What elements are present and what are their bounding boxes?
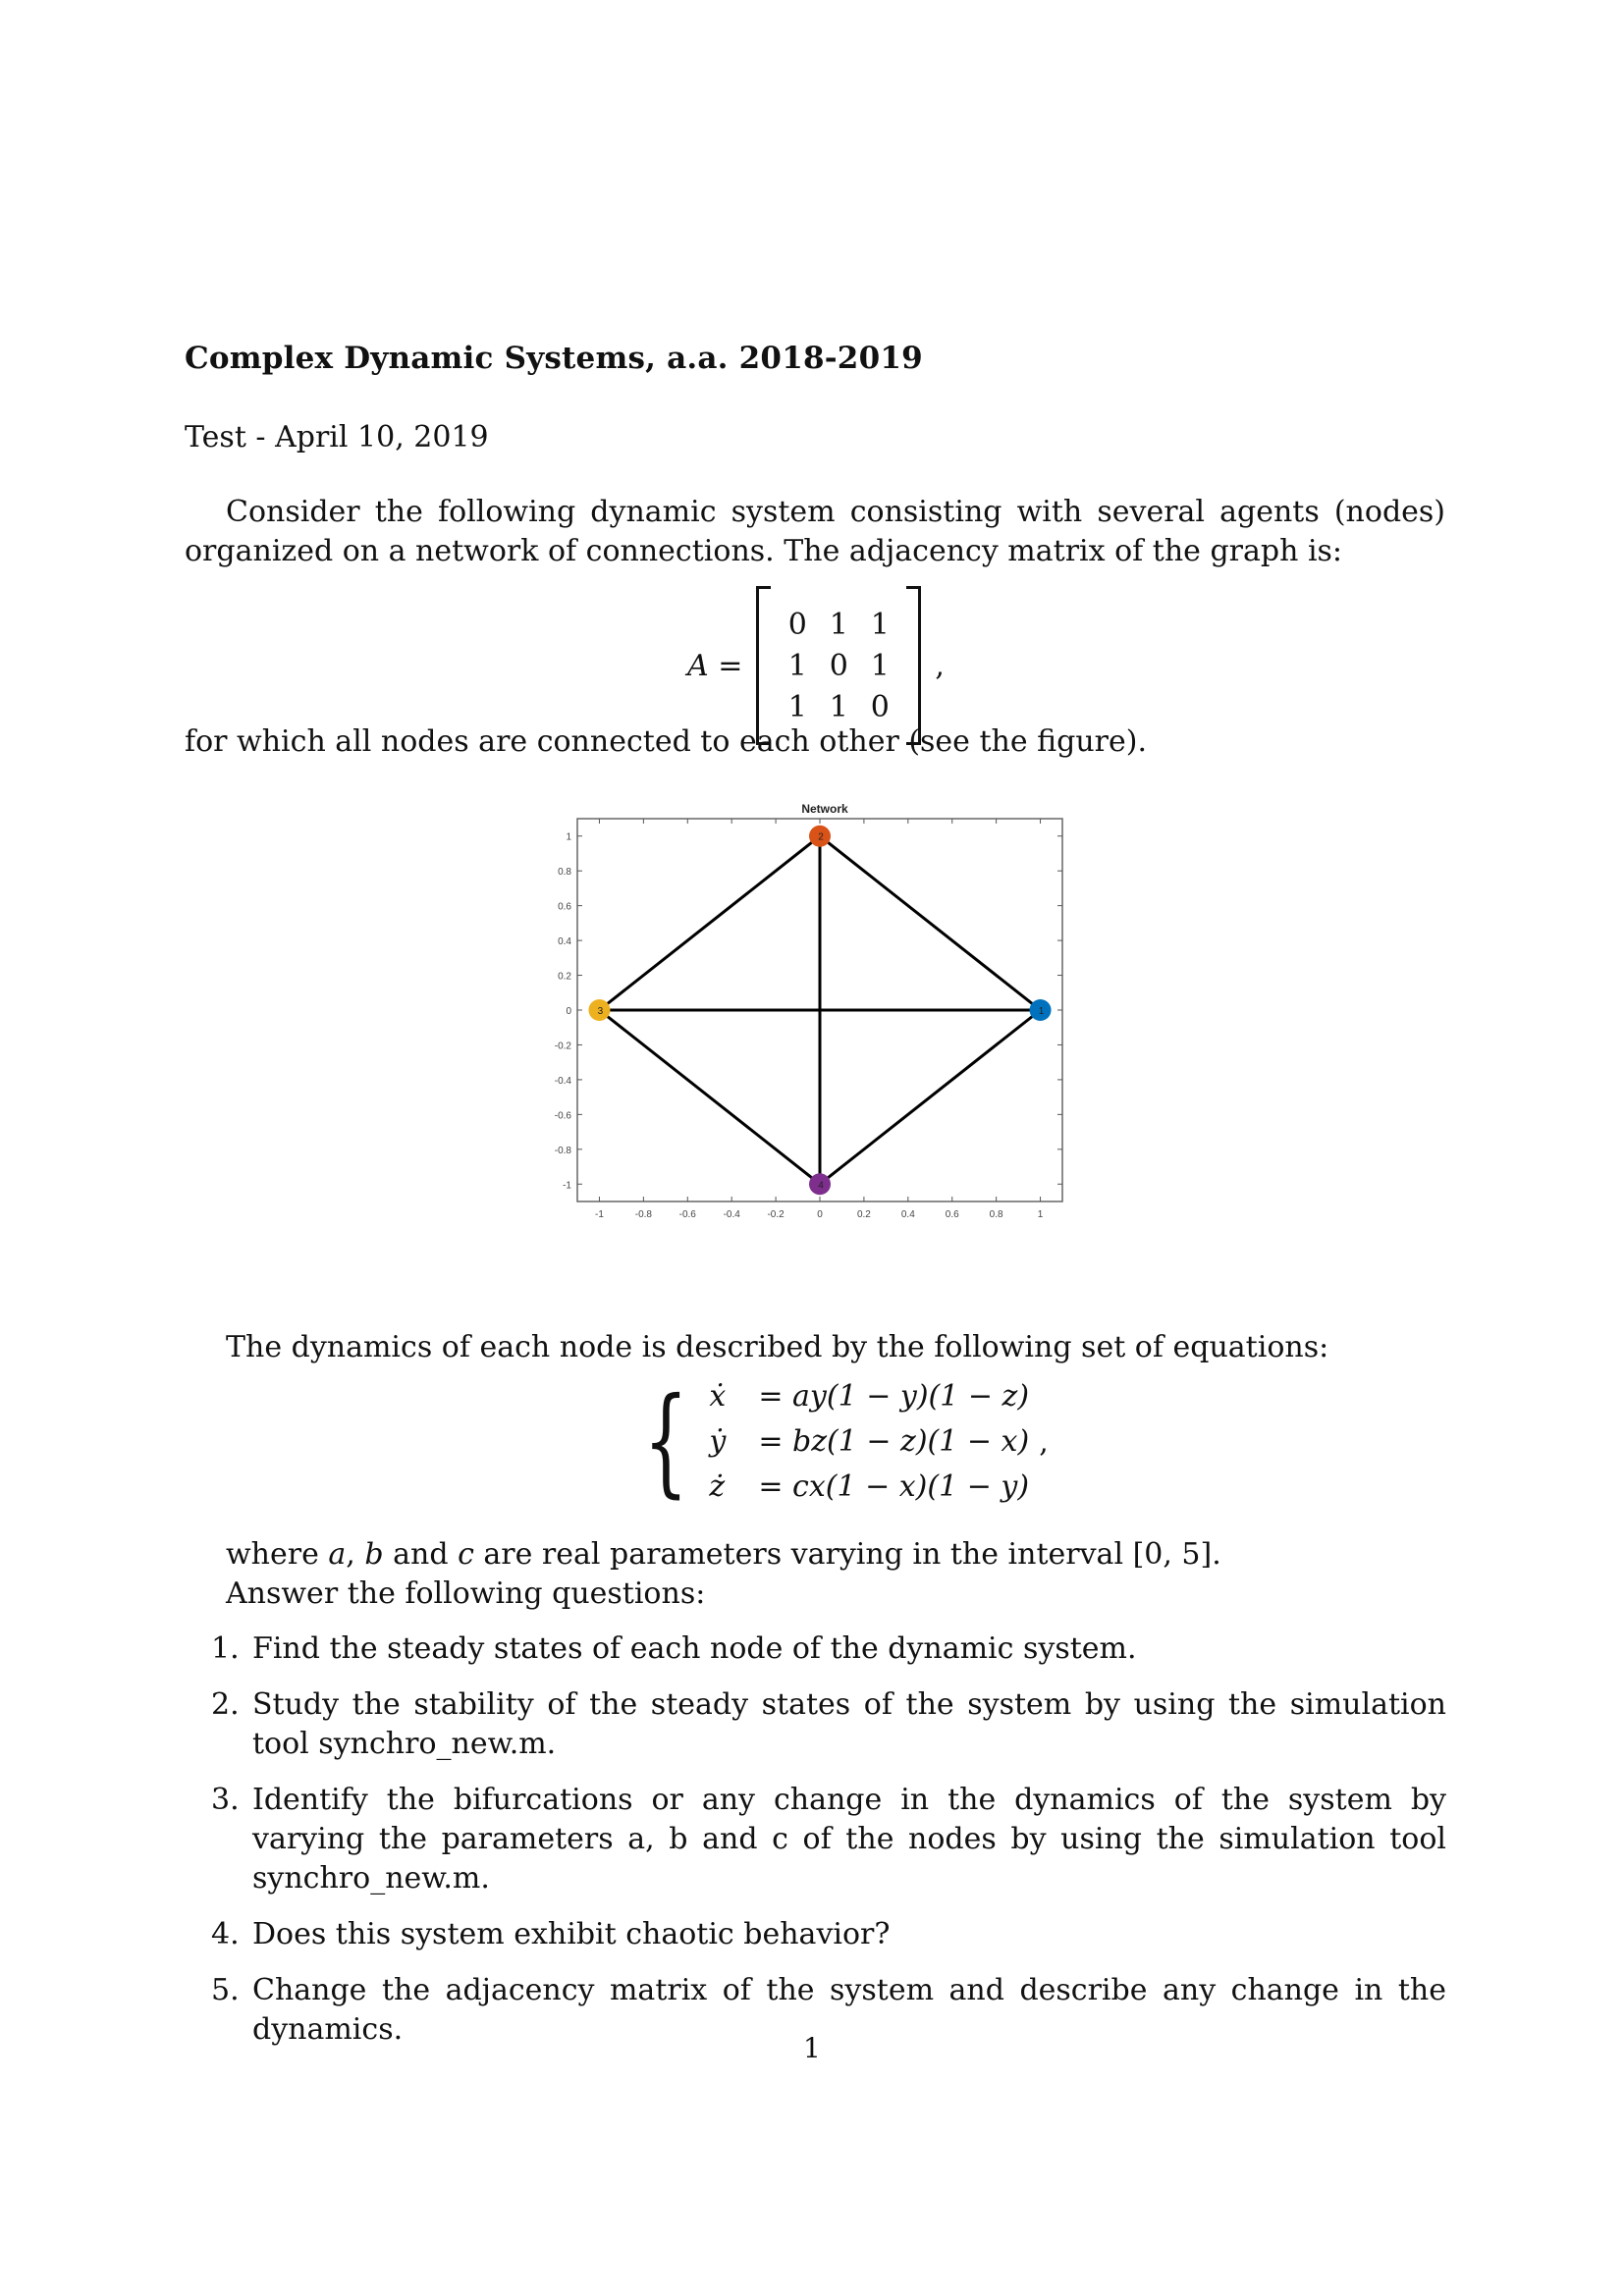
question-text: Change the adjacency matrix of the system and describe any change in the dynamics. (252, 1973, 1446, 2047)
network-plot (530, 797, 1080, 1258)
parameters-text (226, 1535, 1443, 1575)
interval-text: are real parameters varying in the interval [0, 5]. (473, 1537, 1221, 1572)
matrix-cell: 0 (829, 648, 848, 683)
matrix-cell: 1 (870, 648, 890, 683)
svg-text:0.2: 0.2 (856, 1209, 871, 1220)
adjacency-matrix (687, 587, 945, 744)
svg-text:0.8: 0.8 (989, 1209, 1003, 1220)
question-number: 3. (211, 1783, 240, 1817)
network-node-4 (809, 1173, 831, 1195)
left-brace-icon: { (643, 1373, 689, 1510)
svg-text:4: 4 (818, 1180, 824, 1192)
matrix-label: A = (687, 648, 743, 683)
equation-system (628, 1373, 1049, 1510)
svg-text:-0.8: -0.8 (634, 1209, 652, 1220)
matrix-cell: 1 (829, 689, 848, 724)
equation-lhs: ẋ (709, 1379, 727, 1414)
svg-text:0.2: 0.2 (558, 971, 571, 983)
equation-rhs: = ay(1 − y)(1 − z) (758, 1379, 1030, 1414)
matrix-cell: 1 (829, 607, 848, 642)
svg-text:1: 1 (566, 831, 571, 843)
svg-text:2: 2 (818, 831, 824, 843)
after-matrix-text: for which all nodes are connected to each other (see the figure). (185, 724, 1148, 759)
matrix-cell: 1 (870, 607, 890, 642)
network-node-2 (809, 826, 831, 847)
matrix-cell: 1 (787, 648, 807, 683)
matrix-cell: 1 (787, 689, 807, 724)
matrix-comma: , (935, 648, 945, 683)
svg-text:-0.2: -0.2 (767, 1209, 785, 1220)
equation-rhs: = bz(1 − z)(1 − x) (758, 1424, 1030, 1459)
svg-text:0.8: 0.8 (558, 867, 571, 879)
question-text: Study the stability of the steady states of the system by using the simulation tool synchro_new.m. (252, 1687, 1446, 1761)
svg-text:0.4: 0.4 (558, 936, 571, 948)
param-a: a (328, 1537, 347, 1572)
answer-prompt: Answer the following questions: (226, 1576, 706, 1611)
question-text: Does this system exhibit chaotic behavior? (252, 1917, 891, 1951)
svg-text:-0.4: -0.4 (554, 1075, 571, 1087)
equation-lhs: ż (709, 1469, 726, 1504)
intro-paragraph: Consider the following dynamic system consisting with several agents (nodes) organized on a network of connections. The adjacency matrix of the graph is: (185, 495, 1445, 568)
svg-text:0: 0 (566, 1006, 571, 1017)
question-list (211, 1629, 1446, 2066)
left-bracket (756, 586, 771, 745)
where-text: where (226, 1537, 329, 1572)
svg-text:1: 1 (1038, 1006, 1045, 1017)
question-text: Identify the bifurcations or any change in the dynamics of the system by varying the parameters a, b and c of the nodes by using the simulation tool synchro_new.m. (252, 1783, 1446, 1896)
svg-text:1: 1 (1037, 1209, 1044, 1220)
and-text: and (383, 1537, 459, 1572)
network-figure (530, 797, 1080, 1258)
question-item (211, 1685, 1446, 1764)
equation-rows (709, 1376, 1029, 1508)
question-text: Find the steady states of each node of the dynamic system. (252, 1631, 1137, 1666)
question-item (211, 1915, 1446, 1954)
svg-text:0.6: 0.6 (945, 1209, 959, 1220)
question-number: 5. (211, 1973, 240, 2007)
question-number: 2. (211, 1687, 240, 1722)
question-number: 1. (211, 1631, 240, 1666)
svg-text:3: 3 (597, 1006, 604, 1017)
matrix-cell: 0 (870, 689, 890, 724)
svg-text:0.4: 0.4 (900, 1209, 915, 1220)
svg-text:-0.8: -0.8 (554, 1145, 571, 1156)
document-subtitle: Test - April 10, 2019 (185, 420, 489, 454)
question-number: 4. (211, 1917, 240, 1951)
svg-text:-1: -1 (595, 1209, 604, 1220)
param-c: c (458, 1537, 474, 1572)
svg-text:-0.6: -0.6 (554, 1110, 571, 1122)
svg-text:-0.4: -0.4 (723, 1209, 740, 1220)
question-item (211, 1781, 1446, 1898)
svg-text:0.6: 0.6 (558, 901, 571, 913)
svg-text:-1: -1 (563, 1180, 571, 1192)
right-bracket (906, 586, 921, 745)
page-number: 1 (803, 2032, 821, 2064)
param-b: b (364, 1537, 384, 1572)
question-item (211, 1629, 1446, 1669)
equation-comma: , (1039, 1424, 1049, 1460)
svg-text:-0.2: -0.2 (554, 1041, 571, 1052)
equation-rhs: = cx(1 − x)(1 − y) (758, 1469, 1030, 1504)
network-node-3 (588, 999, 610, 1021)
chart-title: Network (801, 802, 848, 816)
network-node-1 (1030, 999, 1052, 1021)
equation-lhs: ẏ (709, 1424, 727, 1459)
separator: , (346, 1537, 365, 1572)
matrix-cell: 0 (787, 607, 807, 642)
dynamics-intro: The dynamics of each node is described by the following set of equations: (226, 1330, 1329, 1364)
svg-text:-0.6: -0.6 (678, 1209, 696, 1220)
svg-text:0: 0 (817, 1209, 823, 1220)
document-title: Complex Dynamic Systems, a.a. 2018-2019 (185, 341, 923, 376)
question-item (211, 1971, 1446, 2050)
matrix-grid (771, 604, 906, 727)
